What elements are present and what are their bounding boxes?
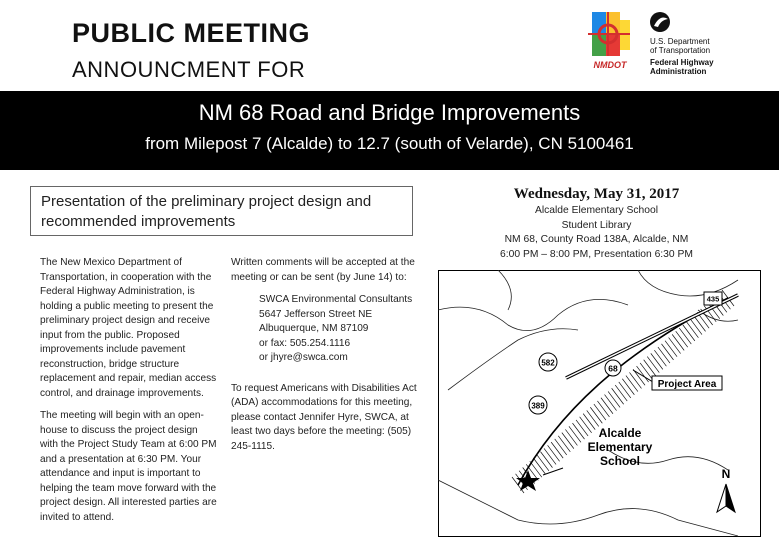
project-name: NM 68 Road and Bridge Improvements (198, 100, 581, 125)
description-paragraph: The New Mexico Department of Transportation, in cooperation with the Federal Highway Administration, is holding a public meeting to present the preliminary project design and receive input from the public. Proposed improvements include pavement reconstruction, bridge structure replacement and repair, median access control, and drainage improvements. (40, 257, 217, 399)
presentation-text: Presentation of the preliminary project design and recommended improvements (41, 193, 372, 230)
route-68-label: 68 (608, 363, 618, 374)
meeting-room: Student Library (561, 219, 632, 231)
project-map (438, 270, 761, 537)
usdot-line1: U.S. Department (650, 37, 710, 46)
nmdot-wordmark: NMDOT (593, 60, 627, 70)
fhwa-line2: Administration (650, 67, 707, 76)
comments-paragraph: Written comments will be accepted at the meeting or can be sent (by June 14) to: (231, 257, 415, 283)
route-389-shield (529, 396, 547, 414)
school-label-line3: School (599, 454, 641, 468)
page-title: PUBLIC MEETING (72, 18, 311, 48)
route-68-shield (605, 360, 621, 376)
meeting-address: NM 68, County Road 138A, Alcalde, NM (504, 234, 689, 246)
route-582-label: 582 (541, 358, 555, 368)
school-label-line1: Alcalde (598, 426, 642, 440)
meeting-time: 6:00 PM – 8:00 PM, Presentation 6:30 PM (500, 248, 693, 260)
north-label: N (721, 467, 731, 481)
meeting-venue: Alcalde Elementary School (534, 205, 659, 216)
project-area-label: Project Area (657, 379, 717, 390)
project-limits: from Milepost 7 (Alcalde) to 12.7 (south of Velarde), CN 5100461 (145, 134, 634, 153)
description-column (40, 256, 218, 533)
route-435-shield (704, 292, 722, 305)
email-line: or jhyre@swca.com (259, 352, 348, 363)
route-389-label: 389 (531, 401, 545, 411)
route-435-label: 435 (706, 294, 720, 304)
fax-line: or fax: 505.254.1116 (259, 337, 351, 349)
school-label-line2: Elementary (587, 440, 653, 454)
address-line: SWCA Environmental Consultants (259, 294, 413, 305)
meeting-details (430, 184, 763, 262)
usdot-line2: of Transportation (650, 46, 711, 55)
ada-paragraph: To request Americans with Disabilities Act (ADA) accommodations for this meeting, please contact Jennifer Hyre, SWCA, at least two days before the meeting: (505) 245-1115. (231, 382, 417, 452)
presentation-box (30, 186, 413, 236)
usdot-logo (650, 12, 714, 76)
page-subtitle: ANNOUNCMENT FOR (72, 57, 306, 82)
mailing-address (231, 293, 421, 366)
logos (588, 10, 768, 84)
meeting-date: Wednesday, May 31, 2017 (513, 186, 680, 202)
fhwa-line1: Federal Highway (650, 58, 714, 67)
title-banner (0, 91, 779, 170)
address-line: 5647 Jefferson Street NE (259, 308, 373, 320)
address-line: Albuquerque, NM 87109 (259, 323, 369, 334)
route-582-shield (539, 353, 557, 371)
comments-column (231, 256, 421, 462)
meeting-format-paragraph: The meeting will begin with an open-house to discuss the project design with the Project Study Team at 6:00 PM and a presentation at 6:30 PM. Your attendance and input is important to helping the team move forward with the project design. All interested parties are invited to attend. (40, 410, 217, 523)
nmdot-logo (588, 12, 630, 70)
